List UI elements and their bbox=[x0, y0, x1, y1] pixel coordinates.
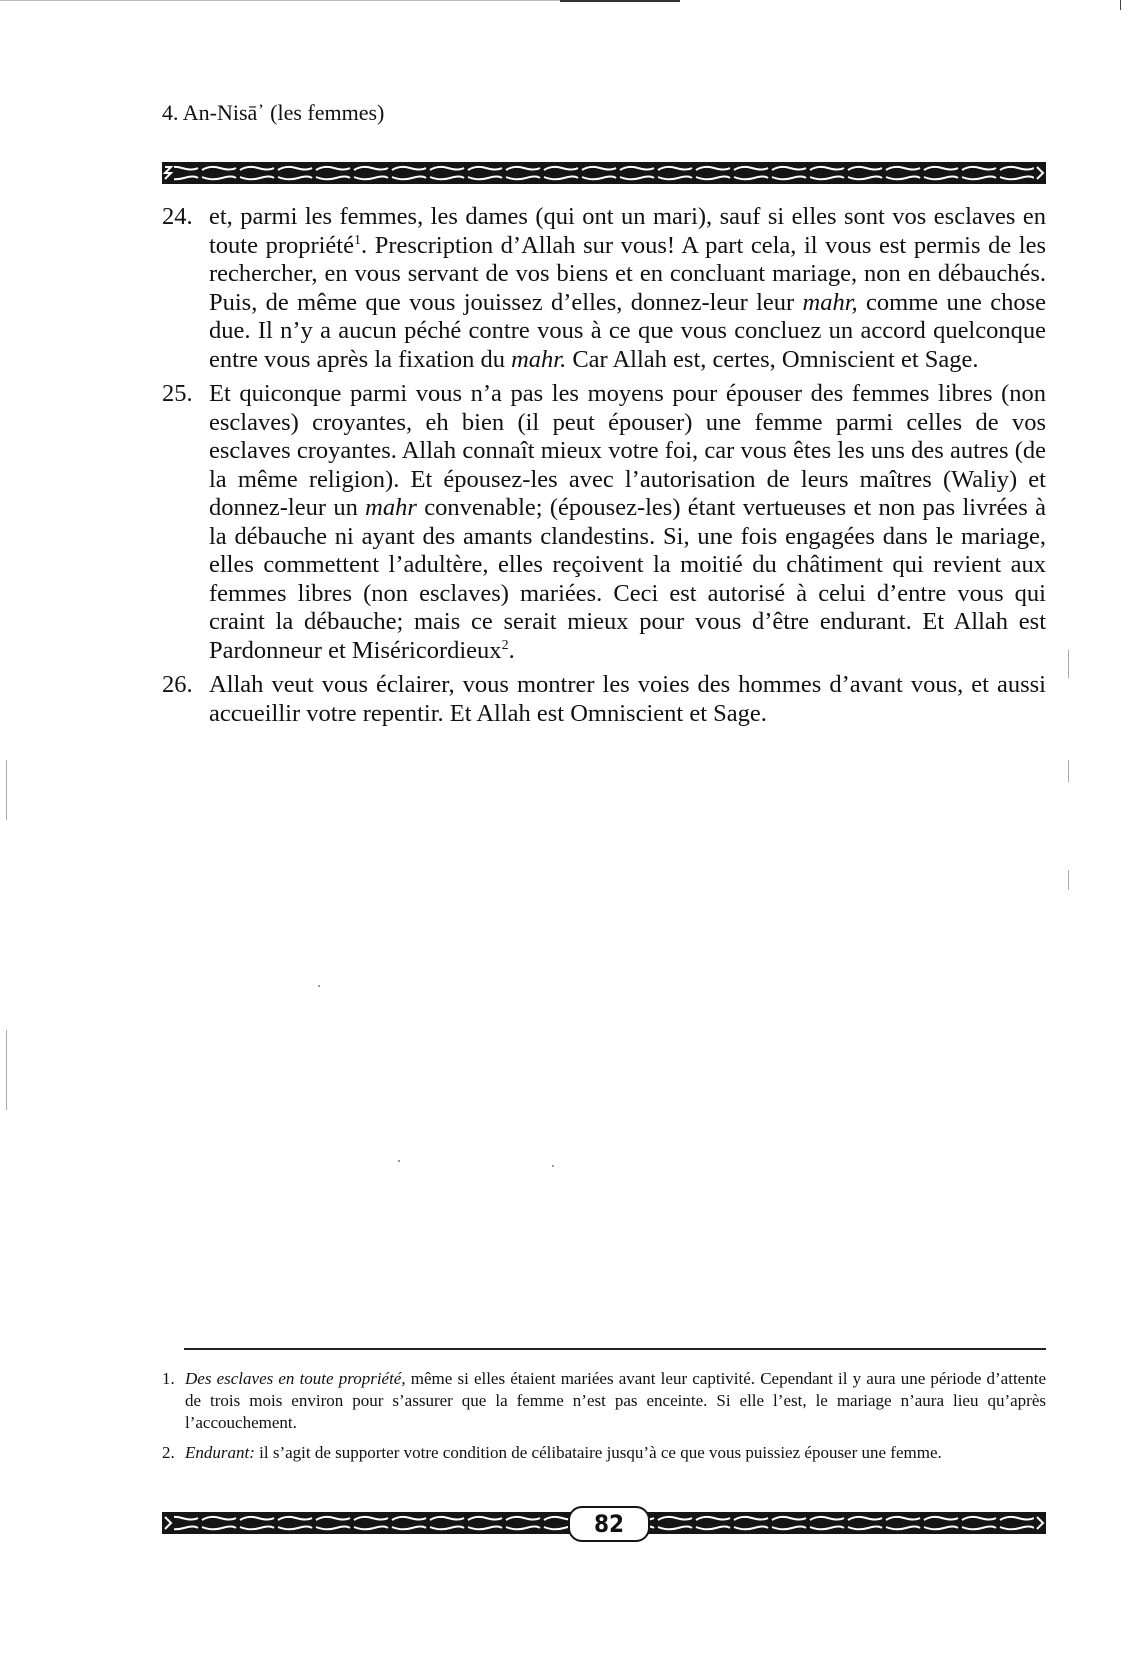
verse-text-segment: comme une chose due. Il n’y a aucun péché contre vous à ce que vous concluez un accord quelconque entre vous après la fixation du bbox=[209, 288, 1046, 373]
scan-margin-mark bbox=[6, 1030, 7, 1110]
verse-term-italic: mahr. bbox=[511, 345, 567, 373]
verse-item bbox=[162, 380, 1046, 665]
footnote-ref: 2 bbox=[501, 637, 509, 653]
verse-text-segment: Allah veut vous éclairer, vous montrer les voies des hommes d’avant vous, et aussi accueillir votre repentir. Et Allah est Omniscient et Sage. bbox=[209, 671, 1046, 727]
verse-text-segment: . bbox=[508, 636, 515, 664]
verse-item bbox=[162, 671, 1046, 728]
footnote-item bbox=[162, 1368, 1046, 1434]
verse-number: 24. bbox=[162, 203, 193, 230]
verse-text-segment: Car Allah est, certes, Omniscient et Sage. bbox=[566, 345, 979, 373]
verse-number: 26. bbox=[162, 671, 193, 698]
scan-margin-mark bbox=[6, 760, 7, 820]
footnote-item bbox=[162, 1442, 1046, 1464]
scan-corner-mark bbox=[1120, 0, 1121, 10]
footnote-ref: 1 bbox=[354, 232, 361, 248]
footnote-number: 2. bbox=[162, 1443, 175, 1462]
page-number: 82 bbox=[568, 1506, 650, 1542]
scan-margin-mark bbox=[1068, 760, 1069, 782]
verse-text-segment: . Prescription d’Allah sur vous! A part cela, il vous est permis de les rechercher, en vous servant de vos biens et en concluant mariage, non en débauchés. Puis, de même que vous jouissez d’elles, donnez-leur leur bbox=[209, 231, 1046, 316]
footnote-body: il s’agit de supporter votre condition de célibataire jusqu’à ce que vous puissiez épouser une femme. bbox=[254, 1443, 942, 1462]
footnotes-list bbox=[162, 1368, 1046, 1472]
verse-text-segment: et, parmi les femmes, les dames (qui ont un mari), sauf si elles sont vos esclaves en toute propriété bbox=[209, 203, 1046, 259]
verse-text bbox=[209, 671, 1046, 728]
scan-speck bbox=[398, 1160, 400, 1162]
scan-speck bbox=[318, 985, 320, 987]
scan-top-edge-line bbox=[0, 0, 640, 1]
footnote-text bbox=[185, 1368, 1046, 1434]
scan-speck bbox=[552, 1165, 554, 1167]
footnote-number: 1. bbox=[162, 1369, 175, 1388]
footnote-term: Endurant: bbox=[185, 1443, 255, 1462]
verse-item bbox=[162, 203, 1046, 374]
chapter-title: 4. An-Nisā᾿ (les femmes) bbox=[162, 100, 385, 125]
verse-text-segment: Et quiconque parmi vous n’a pas les moyens pour épouser des femmes libres (non esclaves) croyantes, eh bien (il peut épouser) une femme parmi celles de vos esclaves croyantes. Allah connaît mieux votre foi, car vous êtes les uns des autres (de la même religion). Et épousez-les avec l’autorisation de leurs maîtres (Waliy) et donnez-leur un bbox=[209, 380, 1046, 521]
scan-top-edge-mark bbox=[560, 0, 680, 2]
scan-margin-mark bbox=[1068, 650, 1069, 678]
verse-term-italic: mahr, bbox=[802, 288, 858, 316]
verse-number: 25. bbox=[162, 380, 193, 407]
verses-list bbox=[162, 203, 1046, 734]
verse-term-italic: mahr bbox=[365, 494, 417, 521]
footnote-body: même si elles étaient mariées avant leur captivité. Cependant il y aura une période d’attente de trois mois environ pour s’assurer que la femme n’est pas enceinte. Si elle l’est, le mariage n’aura lieu qu’après l’accouchement. bbox=[185, 1369, 1046, 1432]
footnote-text bbox=[185, 1442, 1046, 1464]
footnote-separator bbox=[184, 1348, 1046, 1350]
verse-text bbox=[209, 203, 1046, 374]
scan-margin-mark bbox=[1068, 870, 1069, 890]
verse-text-segment: convenable; (épousez-les) étant vertueuses et non pas livrées à la débauche ni ayant des amants clandestins. Si, une fois engagées dans le mariage, elles commettent l’adultère, elles reçoivent la moitié du châtiment qui revient aux femmes libres (non esclaves) mariées. Ceci est autorisé à celui d’entre vous qui craint la débauche; mais ce serait mieux pour vous d’être endurant. Et Allah est Pardonneur et Miséricordieux bbox=[209, 494, 1047, 664]
ornamental-border-top bbox=[162, 162, 1046, 184]
verse-text bbox=[209, 380, 1046, 665]
ornament-pattern-top bbox=[162, 162, 1046, 184]
footnote-term: Des esclaves en toute propriété, bbox=[185, 1369, 406, 1388]
